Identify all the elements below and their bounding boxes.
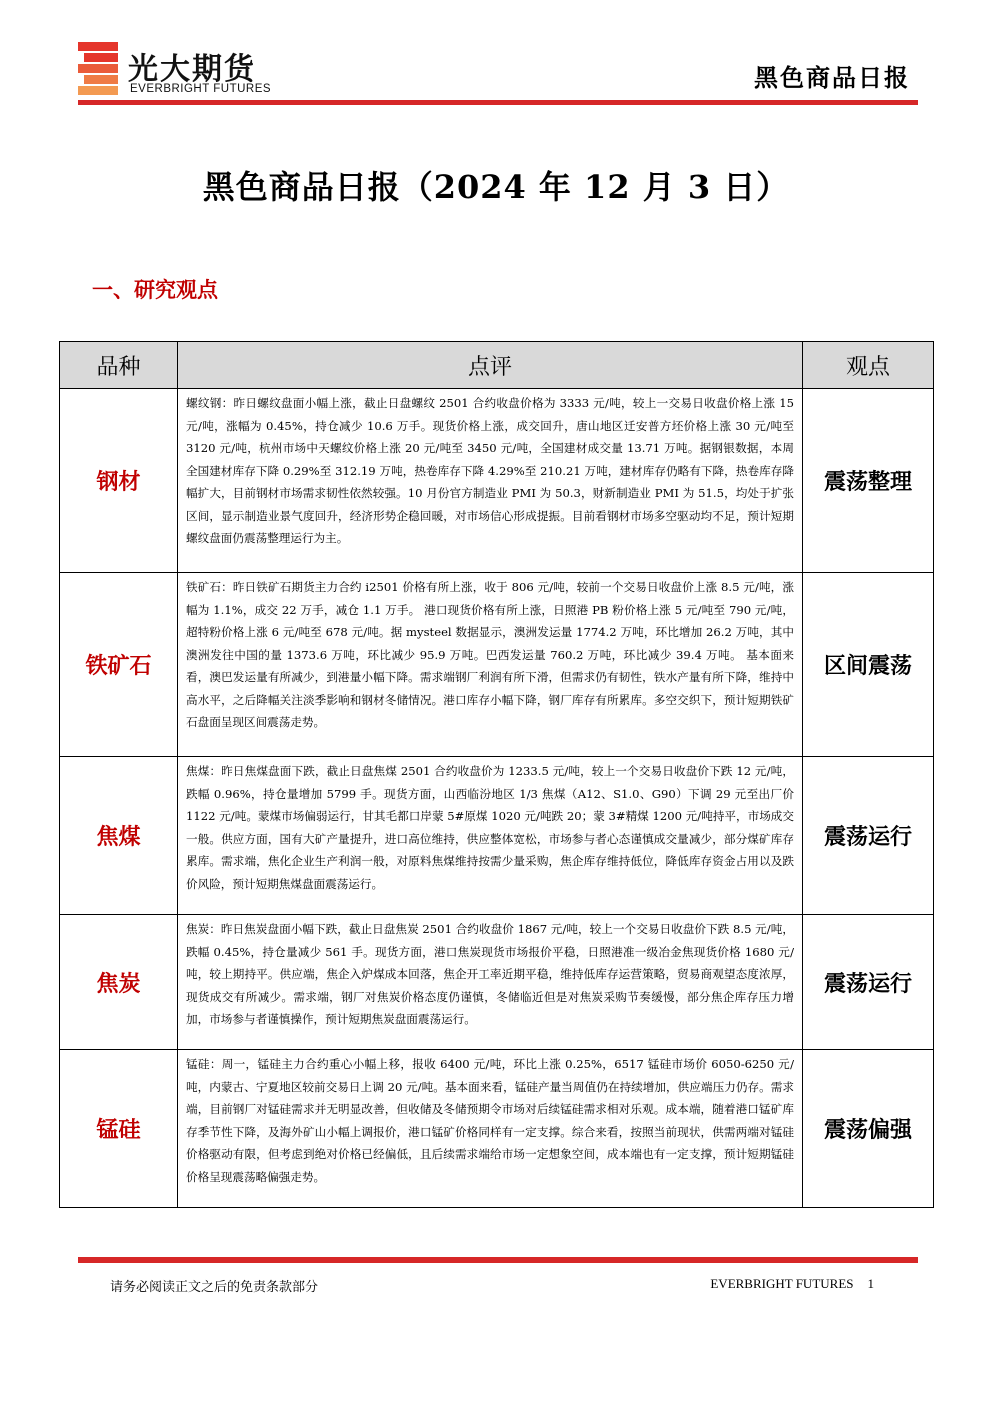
variety-cell: 铁矿石 [60,573,178,757]
header-report-name: 黑色商品日报 [754,63,910,92]
page-number: 1 [867,1276,874,1291]
variety-cell: 焦煤 [60,757,178,915]
variety-cell: 锰硅 [60,1050,178,1208]
table-row [60,389,934,573]
view-cell: 震荡整理 [803,389,934,573]
column-header-comment: 点评 [178,342,803,389]
view-cell: 震荡偏强 [803,1050,934,1208]
comment-cell: 锰硅：周一，锰硅主力合约重心小幅上移，报收 6400 元/吨，环比上涨 0.25%，6517 锰硅市场价 6050-6250 元/吨，内蒙古、宁夏地区较前交易日上调 20 元/吨。基本面来看，锰硅产量当周值仍在持续增加，供应端压力仍存。需求端，目前钢厂对锰硅需求并无明显改善，但收储及冬储预期令市场对后续锰硅需求相对乐观。成本端，随着港口锰矿库存季节性下降，及海外矿山小幅上调报价，港口锰矿价格同样有一定支撑。综合来看，按照当前现状，供需两端对锰硅价格驱动有限，但考虑到绝对价格已经偏低，且后续需求端给市场一定想象空间，成本端也有一定支撑，预计短期锰硅价格呈现震荡略偏强走势。 [178,1050,803,1208]
variety-cell: 钢材 [60,389,178,573]
logo-mark-icon [78,42,118,98]
table-row [60,757,934,915]
comment-cell: 焦炭：昨日焦炭盘面小幅下跌，截止日盘焦炭 2501 合约收盘价 1867 元/吨，较上一个交易日收盘价下跌 8.5 元/吨，跌幅 0.45%，持仓量减少 561 手。现货方面，港口焦炭现货市场报价平稳，日照港准一级冶金焦现货价格 1680 元/吨，较上期持平。供应端，焦企入炉煤成本回落，焦企开工率近期平稳，维持低库存运营策略，贸易商观望态度浓厚，现货成交有所减少。需求端，钢厂对焦炭价格态度仍谨慎，冬储临近但是对焦炭采购节奏缓慢，部分焦企库存压力增加，市场参与者谨慎操作，预计短期焦炭盘面震荡运行。 [178,915,803,1050]
footer-brand: EVERBRIGHT FUTURES [710,1276,854,1291]
table-row [60,1050,934,1208]
table-header-row [60,342,934,389]
footer-disclaimer: 请务必阅读正文之后的免责条款部分 [110,1280,319,1295]
footer-divider [78,1257,918,1263]
research-view-table [59,341,934,1208]
header-divider [78,100,918,105]
logo-english-name: EVERBRIGHT FUTURES [130,83,272,95]
document-title: 黑色商品日报（2024 年 12 月 3 日） [202,168,790,206]
column-header-variety: 品种 [60,342,178,389]
comment-cell: 焦煤：昨日焦煤盘面下跌，截止日盘焦煤 2501 合约收盘价为 1233.5 元/吨，较上一个交易日收盘价下跌 12 元/吨，跌幅 0.96%，持仓量增加 5799 手。现货方面，山西临汾地区 1/3 焦煤（A12、S1.0、G90）下调 29 元至出厂价 1122 元/吨。蒙煤市场偏弱运行，甘其毛都口岸蒙 5#原煤 1020 元/吨跌 20；蒙 3#精煤 1200 元/吨持平，市场成交一般。供应方面，国有大矿产量提升，进口高位维持，供应整体宽松，市场参与者心态谨慎成交量减少，部分煤矿库存累库。需求端，焦化企业生产利润一般，对原料焦煤维持按需少量采购，焦企库存维持低位，降低库存资金占用以及跌价风险，预计短期焦煤盘面震荡运行。 [178,757,803,915]
table-row [60,573,934,757]
section-heading: 一、研究观点 [92,277,218,302]
view-cell: 震荡运行 [803,757,934,915]
company-logo [78,42,288,102]
comment-cell: 螺纹钢：昨日螺纹盘面小幅上涨，截止日盘螺纹 2501 合约收盘价格为 3333 元/吨，较上一交易日收盘价格上涨 15 元/吨，涨幅为 0.45%，持仓减少 10.6 万手。现货价格上涨，成交回升，唐山地区迁安普方坯价格上涨 30 元/吨至 3120 元/吨，杭州市场中天螺纹价格上涨 20 元/吨至 3450 元/吨，全国建材成交量 13.71 万吨。据钢银数据，本周全国建材库存下降 0.29%至 312.19 万吨，热卷库存下降 4.29%至 210.21 万吨，建材库存仍略有下降，热卷库存降幅扩大，目前钢材市场需求韧性依然较强。10 月份官方制造业 PMI 为 50.3，财新制造业 PMI 为 51.5，均处于扩张区间，显示制造业景气度回升，经济形势企稳回暖，对市场信心形成提振。目前看钢材市场多空驱动均不足，预计短期螺纹盘面仍震荡整理运行为主。 [178,389,803,573]
logo-chinese-name: 光大期货 [128,52,256,87]
variety-cell: 焦炭 [60,915,178,1050]
table-row [60,915,934,1050]
column-header-view: 观点 [803,342,934,389]
view-cell: 震荡运行 [803,915,934,1050]
footer-brand-page [710,1276,874,1292]
view-cell: 区间震荡 [803,573,934,757]
comment-cell: 铁矿石：昨日铁矿石期货主力合约 i2501 价格有所上涨，收于 806 元/吨，较前一个交易日收盘价上涨 8.5 元/吨，涨幅为 1.1%，成交 22 万手，减仓 1.1 万手。 港口现货价格有所上涨，日照港 PB 粉价格上涨 5 元/吨至 790 元/吨，超特粉价格上涨 6 元/吨至 678 元/吨。据 mysteel 数据显示，澳洲发运量 1774.2 万吨，环比增加 26.2 万吨，其中澳洲发往中国的量 1373.6 万吨，环比减少 95.9 万吨。巴西发运量 760.2 万吨，环比减少 39.4 万吨。 基本面来看，澳巴发运量有所减少，到港量小幅下降。需求端钢厂利润有所下滑，但需求仍有韧性，铁水产量有所下降，维持中高水平，之后降幅关注淡季影响和钢材冬储情况。港口库存小幅下降，钢厂库存有所累库。多空交织下，预计短期铁矿石盘面呈现区间震荡走势。 [178,573,803,757]
